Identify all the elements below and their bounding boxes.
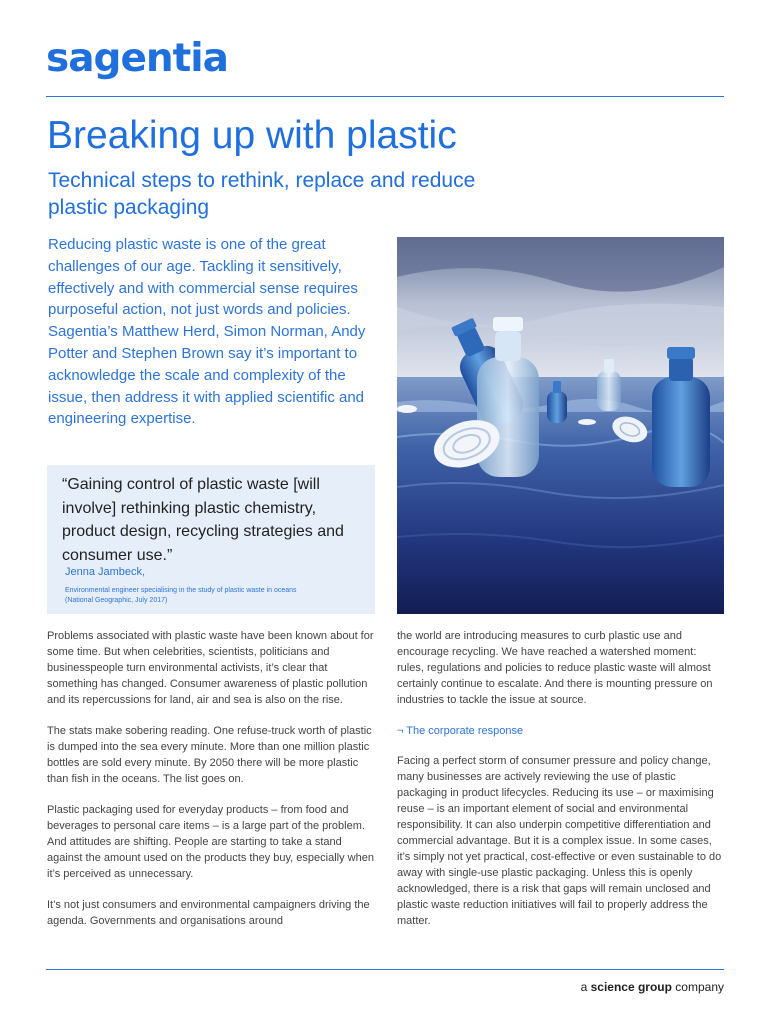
- quote-author-role: Environmental engineer specialising in the study of plastic waste in oceans (National Geographic, July 2017): [65, 587, 297, 604]
- footer-tagline: [581, 980, 724, 994]
- body-paragraph: It’s not just consumers and environmental campaigners driving the agenda. Governments and organisations around: [47, 899, 370, 927]
- hero-image-plastic-bottles-in-sea: [397, 237, 724, 614]
- footer-divider: [46, 969, 724, 970]
- body-paragraph: Problems associated with plastic waste have been known about for some time. But when celebrities, scientists, politicians and businesspeople turn environmental activists, it’s clear that something has changed. Consumer awareness of plastic pollution and its repercussions for land, air and sea is also on the rise.: [47, 630, 374, 706]
- body-paragraph: the world are introducing measures to curb plastic use and encourage recycling. We have reached a watershed moment: rules, regulations and policies to reduce plastic waste will almost certainly continue to escalate. And there is mounting pressure on industries to tackle the issue at source.: [397, 630, 713, 706]
- page-subtitle: Technical steps to rethink, replace and reduce plastic packaging: [48, 169, 476, 219]
- pull-quote: [47, 465, 375, 614]
- footer-group-name: science group: [590, 980, 672, 994]
- body-column-left: [47, 628, 375, 944]
- page-title: Breaking up with plastic: [47, 114, 457, 157]
- footer-prefix: a: [580, 980, 591, 994]
- body-paragraph: Facing a perfect storm of consumer pressure and policy change, many businesses are actively reviewing the use of plastic packaging in product lifecycles. Reducing its use – or maximising reuse – is an important element of social and environmental responsibility. It can also underpin competitive differentiation and commercial advantage. But it is a complex issue. In some cases, it’s simply not yet practical, cost-effective or even sustainable to do away with single-use plastic packaging. Unless this is openly acknowledged, there is a risk that gaps will remain unclosed and plastic waste reduction initiatives will fail to properly address the matter.: [397, 755, 722, 927]
- body-column-right: [397, 628, 725, 944]
- sagentia-logo: sagentia: [46, 36, 228, 81]
- quote-author: Jenna Jambeck,: [65, 566, 146, 578]
- footer-suffix: company: [671, 980, 724, 994]
- section-heading-corporate-response: ¬ The corporate response: [397, 725, 524, 737]
- quote-text: “Gaining control of plastic waste [will involve] rethinking plastic chemistry, product design, recycling strategies and consumer use.”: [62, 476, 344, 564]
- body-paragraph: The stats make sobering reading. One refuse-truck worth of plastic is dumped into the sea every minute. More than one million plastic bottles are sold every minute. By 2050 there will be more plastic than fish in the oceans. The list goes on.: [47, 725, 372, 785]
- header-divider: [46, 96, 724, 97]
- body-paragraph: Plastic packaging used for everyday products – from food and beverages to personal care items – is a large part of the problem. And attitudes are shifting. People are starting to take a stand against the amount used on the products they buy, especially when it’s perceived as unnecessary.: [47, 804, 374, 880]
- intro-paragraph: Reducing plastic waste is one of the great challenges of our age. Tackling it sensitively, effectively and with commercial sense requires purposeful action, not just words and policies. Sagentia’s Matthew Herd, Simon Norman, Andy Potter and Stephen Brown say it’s important to acknowledge the scale and complexity of the issue, then address it with applied scientific and engineering expertise.: [48, 236, 366, 428]
